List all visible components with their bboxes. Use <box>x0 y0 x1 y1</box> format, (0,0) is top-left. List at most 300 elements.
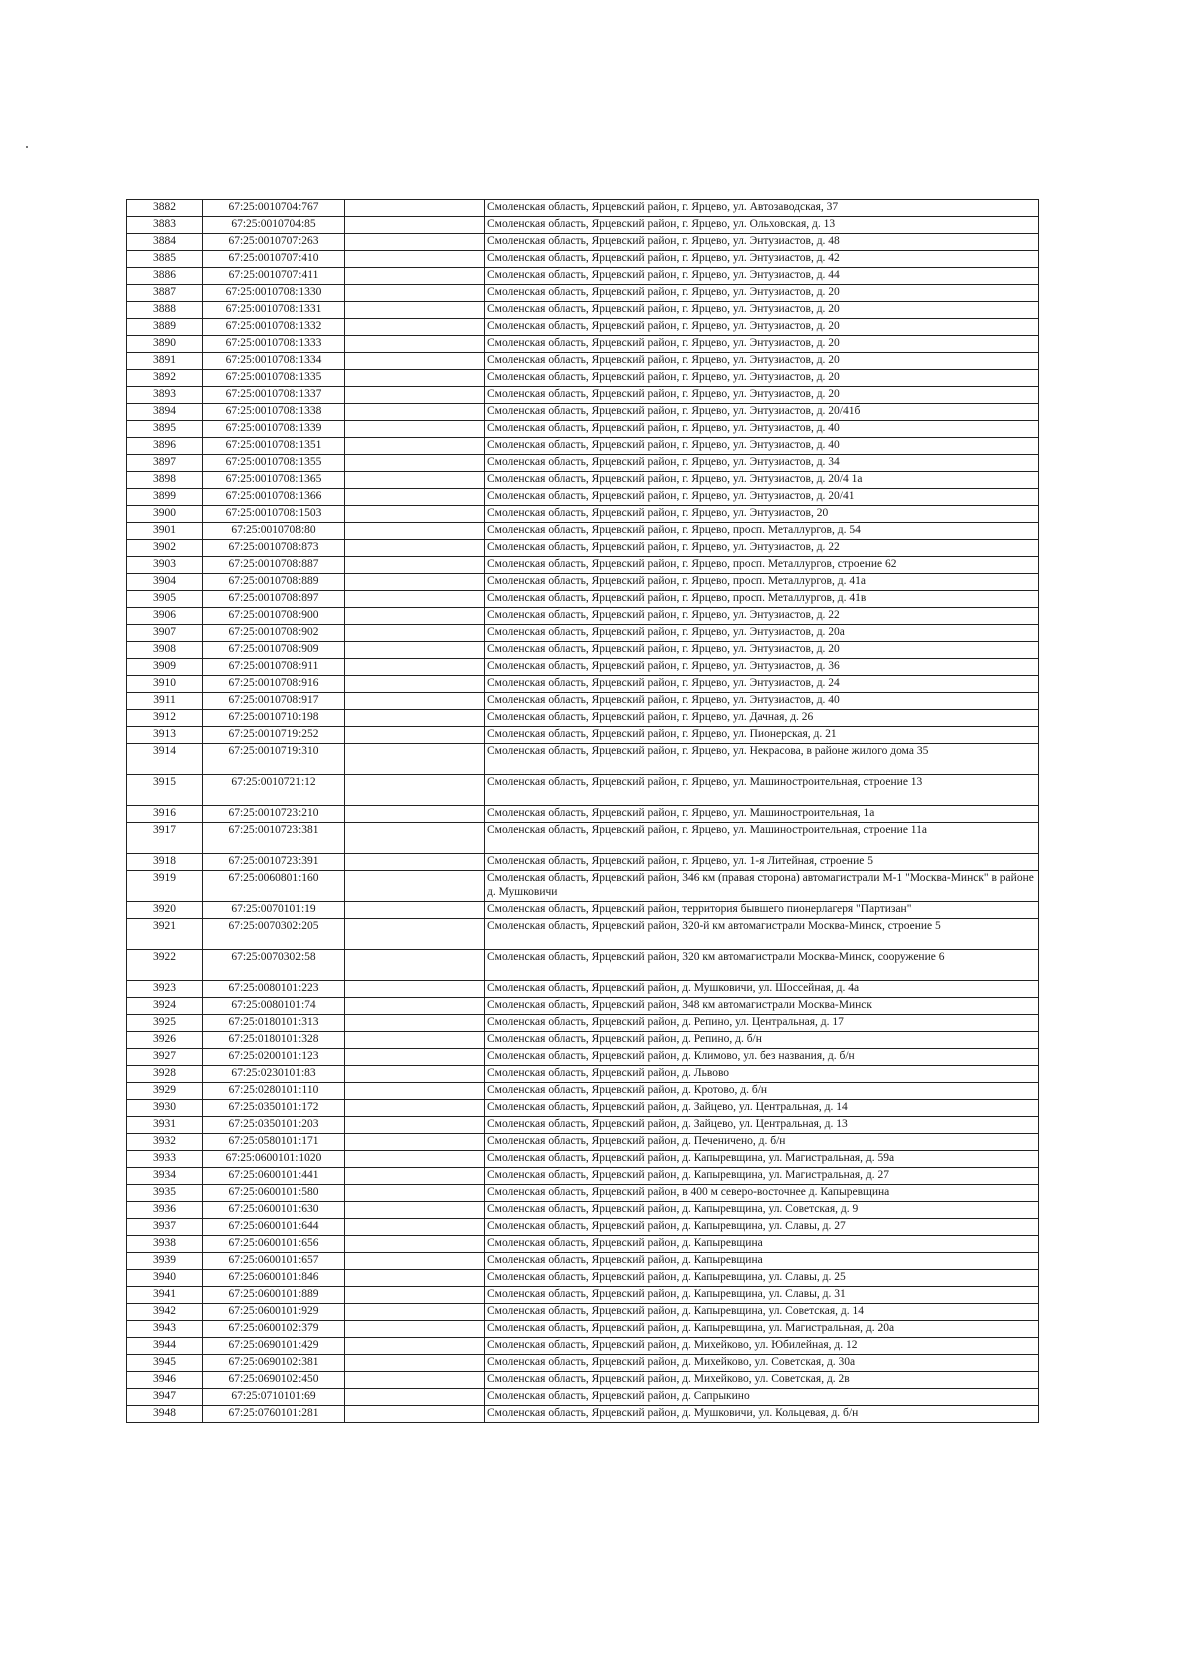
cadastral-number-cell: 67:25:0180101:328 <box>203 1032 345 1049</box>
cadastral-number-cell: 67:25:0600101:580 <box>203 1185 345 1202</box>
address-cell: Смоленская область, Ярцевский район, г. Ярцево, ул. Машиностроительная, 1а <box>485 806 1039 823</box>
table-row <box>127 871 1039 902</box>
empty-cell <box>345 642 485 659</box>
empty-cell <box>345 1117 485 1134</box>
table-row <box>127 1253 1039 1270</box>
address-cell: Смоленская область, Ярцевский район, г. Ярцево, ул. Энтузиастов, д. 20 <box>485 642 1039 659</box>
empty-cell <box>345 1304 485 1321</box>
empty-cell <box>345 1321 485 1338</box>
empty-cell <box>345 1032 485 1049</box>
address-cell: Смоленская область, Ярцевский район, д. Капыревщина, ул. Славы, д. 25 <box>485 1270 1039 1287</box>
row-number-cell: 3941 <box>127 1287 203 1304</box>
row-number-cell: 3914 <box>127 744 203 775</box>
table-row <box>127 1168 1039 1185</box>
address-cell: Смоленская область, Ярцевский район, д. Зайцево, ул. Центральная, д. 13 <box>485 1117 1039 1134</box>
row-number-cell: 3900 <box>127 506 203 523</box>
cadastral-number-cell: 67:25:0600102:379 <box>203 1321 345 1338</box>
empty-cell <box>345 710 485 727</box>
address-cell: Смоленская область, Ярцевский район, д. Капыревщина <box>485 1253 1039 1270</box>
address-cell: Смоленская область, Ярцевский район, д. Капыревщина, ул. Славы, д. 31 <box>485 1287 1039 1304</box>
row-number-cell: 3884 <box>127 234 203 251</box>
empty-cell <box>345 919 485 950</box>
cadastral-number-cell: 67:25:0010708:1334 <box>203 353 345 370</box>
address-cell: Смоленская область, Ярцевский район, г. Ярцево, просп. Металлургов, д. 41а <box>485 574 1039 591</box>
cadastral-number-cell: 67:25:0010723:210 <box>203 806 345 823</box>
table-row <box>127 574 1039 591</box>
empty-cell <box>345 234 485 251</box>
table-row <box>127 775 1039 806</box>
row-number-cell: 3933 <box>127 1151 203 1168</box>
address-cell: Смоленская область, Ярцевский район, г. Ярцево, просп. Металлургов, д. 54 <box>485 523 1039 540</box>
row-number-cell: 3908 <box>127 642 203 659</box>
address-cell: Смоленская область, Ярцевский район, 320 км автомагистрали Москва-Минск, сооружение 6 <box>485 950 1039 981</box>
empty-cell <box>345 438 485 455</box>
table-row <box>127 608 1039 625</box>
row-number-cell: 3919 <box>127 871 203 902</box>
table-row <box>127 823 1039 854</box>
row-number-cell: 3935 <box>127 1185 203 1202</box>
table-row <box>127 387 1039 404</box>
address-cell: Смоленская область, Ярцевский район, д. Репино, д. б/н <box>485 1032 1039 1049</box>
empty-cell <box>345 302 485 319</box>
empty-cell <box>345 1100 485 1117</box>
empty-cell <box>345 659 485 676</box>
address-cell: Смоленская область, Ярцевский район, д. Кротово, д. б/н <box>485 1083 1039 1100</box>
empty-cell <box>345 591 485 608</box>
row-number-cell: 3896 <box>127 438 203 455</box>
empty-cell <box>345 370 485 387</box>
row-number-cell: 3947 <box>127 1389 203 1406</box>
table-row <box>127 200 1039 217</box>
empty-cell <box>345 1270 485 1287</box>
cadastral-number-cell: 67:25:0010708:889 <box>203 574 345 591</box>
cadastral-number-cell: 67:25:0180101:313 <box>203 1015 345 1032</box>
row-number-cell: 3890 <box>127 336 203 353</box>
table-row <box>127 981 1039 998</box>
address-cell: Смоленская область, Ярцевский район, г. Ярцево, ул. Энтузиастов, д. 34 <box>485 455 1039 472</box>
row-number-cell: 3915 <box>127 775 203 806</box>
address-cell: Смоленская область, Ярцевский район, г. Ярцево, ул. Энтузиастов, д. 36 <box>485 659 1039 676</box>
cadastral-number-cell: 67:25:0010708:1338 <box>203 404 345 421</box>
empty-cell <box>345 319 485 336</box>
row-number-cell: 3923 <box>127 981 203 998</box>
cadastral-number-cell: 67:25:0350101:203 <box>203 1117 345 1134</box>
cadastral-number-cell: 67:25:0010708:1366 <box>203 489 345 506</box>
row-number-cell: 3929 <box>127 1083 203 1100</box>
cadastral-number-cell: 67:25:0080101:223 <box>203 981 345 998</box>
row-number-cell: 3892 <box>127 370 203 387</box>
empty-cell <box>345 217 485 234</box>
empty-cell <box>345 268 485 285</box>
table-row <box>127 251 1039 268</box>
row-number-cell: 3932 <box>127 1134 203 1151</box>
row-number-cell: 3893 <box>127 387 203 404</box>
row-number-cell: 3910 <box>127 676 203 693</box>
table-row <box>127 506 1039 523</box>
cadastral-number-cell: 67:25:0600101:657 <box>203 1253 345 1270</box>
address-cell: Смоленская область, Ярцевский район, г. Ярцево, ул. Энтузиастов, д. 40 <box>485 693 1039 710</box>
empty-cell <box>345 950 485 981</box>
address-cell: Смоленская область, Ярцевский район, д. Капыревщина, ул. Магистральная, д. 59а <box>485 1151 1039 1168</box>
cadastral-number-cell: 67:25:0280101:110 <box>203 1083 345 1100</box>
empty-cell <box>345 693 485 710</box>
address-cell: Смоленская область, Ярцевский район, г. Ярцево, ул. Дачная, д. 26 <box>485 710 1039 727</box>
address-cell: Смоленская область, Ярцевский район, д. Михейково, ул. Юбилейная, д. 12 <box>485 1338 1039 1355</box>
table-row <box>127 902 1039 919</box>
cadastral-number-cell: 67:25:0010721:12 <box>203 775 345 806</box>
table-row <box>127 1049 1039 1066</box>
cadastral-number-cell: 67:25:0580101:171 <box>203 1134 345 1151</box>
cadastral-number-cell: 67:25:0230101:83 <box>203 1066 345 1083</box>
table-row <box>127 625 1039 642</box>
address-cell: Смоленская область, Ярцевский район, г. Ярцево, ул. Энтузиастов, д. 42 <box>485 251 1039 268</box>
table-row <box>127 1151 1039 1168</box>
empty-cell <box>345 1049 485 1066</box>
empty-cell <box>345 1338 485 1355</box>
empty-cell <box>345 1406 485 1423</box>
empty-cell <box>345 1168 485 1185</box>
row-number-cell: 3885 <box>127 251 203 268</box>
address-cell: Смоленская область, Ярцевский район, г. Ярцево, ул. Энтузиастов, д. 22 <box>485 608 1039 625</box>
cadastral-number-cell: 67:25:0010708:1355 <box>203 455 345 472</box>
address-cell: Смоленская область, Ярцевский район, д. Капыревщина, ул. Магистральная, д. 20а <box>485 1321 1039 1338</box>
cadastral-number-cell: 67:25:0010723:381 <box>203 823 345 854</box>
table-row <box>127 302 1039 319</box>
address-cell: Смоленская область, Ярцевский район, д. Сапрыкино <box>485 1389 1039 1406</box>
row-number-cell: 3942 <box>127 1304 203 1321</box>
address-cell: Смоленская область, Ярцевский район, г. Ярцево, просп. Металлургов, д. 41в <box>485 591 1039 608</box>
table-row <box>127 557 1039 574</box>
address-cell: Смоленская область, Ярцевский район, 346 км (правая сторона) автомагистрали М-1 "Москва-Минск" в районе д. Мушковичи <box>485 871 1039 902</box>
scan-speck <box>26 146 28 148</box>
table-row <box>127 523 1039 540</box>
address-cell: Смоленская область, Ярцевский район, г. Ярцево, ул. Энтузиастов, д. 20 <box>485 319 1039 336</box>
row-number-cell: 3887 <box>127 285 203 302</box>
row-number-cell: 3926 <box>127 1032 203 1049</box>
row-number-cell: 3931 <box>127 1117 203 1134</box>
table-row <box>127 591 1039 608</box>
table-row <box>127 1338 1039 1355</box>
empty-cell <box>345 353 485 370</box>
table-row <box>127 1219 1039 1236</box>
cadastral-number-cell: 67:25:0010707:263 <box>203 234 345 251</box>
row-number-cell: 3901 <box>127 523 203 540</box>
address-cell: Смоленская область, Ярцевский район, д. Климово, ул. без названия, д. б/н <box>485 1049 1039 1066</box>
table-row <box>127 336 1039 353</box>
address-cell: Смоленская область, Ярцевский район, д. Михейково, ул. Советская, д. 30а <box>485 1355 1039 1372</box>
empty-cell <box>345 557 485 574</box>
cadastral-number-cell: 67:25:0600101:441 <box>203 1168 345 1185</box>
table-row <box>127 642 1039 659</box>
table-row <box>127 727 1039 744</box>
empty-cell <box>345 1253 485 1270</box>
row-number-cell: 3895 <box>127 421 203 438</box>
address-cell: Смоленская область, Ярцевский район, г. Ярцево, ул. Ольховская, д. 13 <box>485 217 1039 234</box>
cadastral-number-cell: 67:25:0010708:916 <box>203 676 345 693</box>
cadastral-number-cell: 67:25:0010707:411 <box>203 268 345 285</box>
cadastral-number-cell: 67:25:0010708:887 <box>203 557 345 574</box>
table-row <box>127 693 1039 710</box>
table-row <box>127 1100 1039 1117</box>
table-row <box>127 1066 1039 1083</box>
row-number-cell: 3925 <box>127 1015 203 1032</box>
row-number-cell: 3938 <box>127 1236 203 1253</box>
address-cell: Смоленская область, Ярцевский район, г. Ярцево, ул. Автозаводская, 37 <box>485 200 1039 217</box>
cadastral-number-cell: 67:25:0010708:1339 <box>203 421 345 438</box>
row-number-cell: 3913 <box>127 727 203 744</box>
row-number-cell: 3924 <box>127 998 203 1015</box>
cadastral-number-cell: 67:25:0010708:1351 <box>203 438 345 455</box>
empty-cell <box>345 625 485 642</box>
row-number-cell: 3882 <box>127 200 203 217</box>
address-cell: Смоленская область, Ярцевский район, г. Ярцево, ул. Энтузиастов, д. 20 <box>485 302 1039 319</box>
empty-cell <box>345 251 485 268</box>
row-number-cell: 3912 <box>127 710 203 727</box>
address-cell: Смоленская область, Ярцевский район, г. Ярцево, ул. Энтузиастов, д. 24 <box>485 676 1039 693</box>
cadastral-number-cell: 67:25:0760101:281 <box>203 1406 345 1423</box>
row-number-cell: 3906 <box>127 608 203 625</box>
table-row <box>127 421 1039 438</box>
row-number-cell: 3905 <box>127 591 203 608</box>
row-number-cell: 3920 <box>127 902 203 919</box>
cadastral-number-cell: 67:25:0010719:310 <box>203 744 345 775</box>
row-number-cell: 3898 <box>127 472 203 489</box>
empty-cell <box>345 1355 485 1372</box>
address-cell: Смоленская область, Ярцевский район, г. Ярцево, ул. Энтузиастов, д. 20 <box>485 387 1039 404</box>
address-cell: Смоленская область, Ярцевский район, г. Ярцево, ул. Энтузиастов, д. 20 <box>485 353 1039 370</box>
empty-cell <box>345 823 485 854</box>
cadastral-number-cell: 67:25:0010708:1333 <box>203 336 345 353</box>
cadastral-number-cell: 67:25:0010707:410 <box>203 251 345 268</box>
cadastral-number-cell: 67:25:0010708:917 <box>203 693 345 710</box>
table-row <box>127 489 1039 506</box>
row-number-cell: 3943 <box>127 1321 203 1338</box>
table-row <box>127 950 1039 981</box>
table-row <box>127 1406 1039 1423</box>
empty-cell <box>345 854 485 871</box>
row-number-cell: 3907 <box>127 625 203 642</box>
cadastral-number-cell: 67:25:0010708:1332 <box>203 319 345 336</box>
row-number-cell: 3936 <box>127 1202 203 1219</box>
address-cell: Смоленская область, Ярцевский район, 348 км автомагистрали Москва-Минск <box>485 998 1039 1015</box>
table-row <box>127 806 1039 823</box>
address-cell: Смоленская область, Ярцевский район, д. Репино, ул. Центральная, д. 17 <box>485 1015 1039 1032</box>
cadastral-number-cell: 67:25:0010708:897 <box>203 591 345 608</box>
table-row <box>127 710 1039 727</box>
empty-cell <box>345 574 485 591</box>
address-cell: Смоленская область, Ярцевский район, г. Ярцево, ул. Энтузиастов, д. 20 <box>485 336 1039 353</box>
address-cell: Смоленская область, Ярцевский район, г. Ярцево, ул. Машиностроительная, строение 11а <box>485 823 1039 854</box>
address-cell: Смоленская область, Ярцевский район, г. Ярцево, ул. Энтузиастов, д. 48 <box>485 234 1039 251</box>
row-number-cell: 3930 <box>127 1100 203 1117</box>
empty-cell <box>345 1134 485 1151</box>
cadastral-number-cell: 67:25:0200101:123 <box>203 1049 345 1066</box>
table-row <box>127 1015 1039 1032</box>
empty-cell <box>345 404 485 421</box>
row-number-cell: 3937 <box>127 1219 203 1236</box>
table-row <box>127 370 1039 387</box>
cadastral-number-cell: 67:25:0010723:391 <box>203 854 345 871</box>
row-number-cell: 3891 <box>127 353 203 370</box>
cadastral-number-cell: 67:25:0690102:450 <box>203 1372 345 1389</box>
table-row <box>127 1134 1039 1151</box>
empty-cell <box>345 1015 485 1032</box>
row-number-cell: 3911 <box>127 693 203 710</box>
cadastral-number-cell: 67:25:0010710:198 <box>203 710 345 727</box>
property-table <box>126 199 1039 1423</box>
address-cell: Смоленская область, Ярцевский район, г. Ярцево, ул. Энтузиастов, д. 20 <box>485 285 1039 302</box>
empty-cell <box>345 387 485 404</box>
cadastral-number-cell: 67:25:0010719:252 <box>203 727 345 744</box>
row-number-cell: 3894 <box>127 404 203 421</box>
table-row <box>127 744 1039 775</box>
empty-cell <box>345 1287 485 1304</box>
empty-cell <box>345 540 485 557</box>
cadastral-number-cell: 67:25:0690101:429 <box>203 1338 345 1355</box>
cadastral-number-cell: 67:25:0710101:69 <box>203 1389 345 1406</box>
table-row <box>127 919 1039 950</box>
row-number-cell: 3939 <box>127 1253 203 1270</box>
table-row <box>127 472 1039 489</box>
empty-cell <box>345 421 485 438</box>
row-number-cell: 3948 <box>127 1406 203 1423</box>
row-number-cell: 3902 <box>127 540 203 557</box>
address-cell: Смоленская область, Ярцевский район, д. Капыревщина, ул. Славы, д. 27 <box>485 1219 1039 1236</box>
empty-cell <box>345 1202 485 1219</box>
empty-cell <box>345 200 485 217</box>
table-row <box>127 285 1039 302</box>
table-row <box>127 1287 1039 1304</box>
address-cell: Смоленская область, Ярцевский район, г. Ярцево, ул. Энтузиастов, д. 20/4 1а <box>485 472 1039 489</box>
address-cell: Смоленская область, Ярцевский район, д. Капыревщина, ул. Магистральная, д. 27 <box>485 1168 1039 1185</box>
row-number-cell: 3899 <box>127 489 203 506</box>
empty-cell <box>345 506 485 523</box>
table-row <box>127 659 1039 676</box>
empty-cell <box>345 1185 485 1202</box>
table-row <box>127 404 1039 421</box>
address-cell: Смоленская область, Ярцевский район, г. Ярцево, ул. Энтузиастов, д. 40 <box>485 438 1039 455</box>
row-number-cell: 3922 <box>127 950 203 981</box>
empty-cell <box>345 1151 485 1168</box>
empty-cell <box>345 676 485 693</box>
empty-cell <box>345 1066 485 1083</box>
table-row <box>127 1372 1039 1389</box>
row-number-cell: 3946 <box>127 1372 203 1389</box>
table-row <box>127 1117 1039 1134</box>
table-row <box>127 676 1039 693</box>
cadastral-number-cell: 67:25:0010708:902 <box>203 625 345 642</box>
row-number-cell: 3889 <box>127 319 203 336</box>
cadastral-number-cell: 67:25:0010708:873 <box>203 540 345 557</box>
empty-cell <box>345 902 485 919</box>
table-row <box>127 854 1039 871</box>
row-number-cell: 3909 <box>127 659 203 676</box>
address-cell: Смоленская область, Ярцевский район, г. Ярцево, ул. Машиностроительная, строение 13 <box>485 775 1039 806</box>
empty-cell <box>345 336 485 353</box>
cadastral-number-cell: 67:25:0010708:1365 <box>203 472 345 489</box>
cadastral-number-cell: 67:25:0600101:1020 <box>203 1151 345 1168</box>
empty-cell <box>345 744 485 775</box>
address-cell: Смоленская область, Ярцевский район, д. Мушковичи, ул. Шоссейная, д. 4а <box>485 981 1039 998</box>
cadastral-number-cell: 67:25:0600101:889 <box>203 1287 345 1304</box>
table-row <box>127 1083 1039 1100</box>
cadastral-number-cell: 67:25:0600101:644 <box>203 1219 345 1236</box>
row-number-cell: 3897 <box>127 455 203 472</box>
address-cell: Смоленская область, Ярцевский район, д. Зайцево, ул. Центральная, д. 14 <box>485 1100 1039 1117</box>
row-number-cell: 3945 <box>127 1355 203 1372</box>
cadastral-number-cell: 67:25:0010708:909 <box>203 642 345 659</box>
address-cell: Смоленская область, Ярцевский район, территория бывшего пионерлагеря "Партизан" <box>485 902 1039 919</box>
table-row <box>127 217 1039 234</box>
cadastral-number-cell: 67:25:0080101:74 <box>203 998 345 1015</box>
table-row <box>127 455 1039 472</box>
cadastral-number-cell: 67:25:0690102:381 <box>203 1355 345 1372</box>
empty-cell <box>345 775 485 806</box>
address-cell: Смоленская область, Ярцевский район, д. Михейково, ул. Советская, д. 2в <box>485 1372 1039 1389</box>
address-cell: Смоленская область, Ярцевский район, 320-й км автомагистрали Москва-Минск, строение 5 <box>485 919 1039 950</box>
cadastral-number-cell: 67:25:0010704:85 <box>203 217 345 234</box>
table-row <box>127 540 1039 557</box>
empty-cell <box>345 472 485 489</box>
row-number-cell: 3888 <box>127 302 203 319</box>
cadastral-number-cell: 67:25:0010708:1331 <box>203 302 345 319</box>
row-number-cell: 3940 <box>127 1270 203 1287</box>
empty-cell <box>345 285 485 302</box>
address-cell: Смоленская область, Ярцевский район, в 400 м северо-восточнее д. Капыревщина <box>485 1185 1039 1202</box>
address-cell: Смоленская область, Ярцевский район, г. Ярцево, ул. Пионерская, д. 21 <box>485 727 1039 744</box>
row-number-cell: 3918 <box>127 854 203 871</box>
row-number-cell: 3917 <box>127 823 203 854</box>
table-row <box>127 319 1039 336</box>
cadastral-number-cell: 67:25:0060801:160 <box>203 871 345 902</box>
cadastral-number-cell: 67:25:0070302:205 <box>203 919 345 950</box>
table-row <box>127 1304 1039 1321</box>
table-row <box>127 1202 1039 1219</box>
row-number-cell: 3883 <box>127 217 203 234</box>
address-cell: Смоленская область, Ярцевский район, д. Львово <box>485 1066 1039 1083</box>
cadastral-number-cell: 67:25:0010708:1503 <box>203 506 345 523</box>
empty-cell <box>345 981 485 998</box>
address-cell: Смоленская область, Ярцевский район, г. Ярцево, ул. Энтузиастов, д. 20 <box>485 370 1039 387</box>
empty-cell <box>345 727 485 744</box>
table-row <box>127 353 1039 370</box>
empty-cell <box>345 871 485 902</box>
empty-cell <box>345 455 485 472</box>
empty-cell <box>345 523 485 540</box>
cadastral-number-cell: 67:25:0010708:1337 <box>203 387 345 404</box>
cadastral-number-cell: 67:25:0010708:80 <box>203 523 345 540</box>
cadastral-number-cell: 67:25:0600101:846 <box>203 1270 345 1287</box>
row-number-cell: 3904 <box>127 574 203 591</box>
table-row <box>127 1270 1039 1287</box>
cadastral-number-cell: 67:25:0070101:19 <box>203 902 345 919</box>
address-cell: Смоленская область, Ярцевский район, д. Печеничено, д. б/н <box>485 1134 1039 1151</box>
row-number-cell: 3927 <box>127 1049 203 1066</box>
address-cell: Смоленская область, Ярцевский район, г. Ярцево, ул. Энтузиастов, д. 20а <box>485 625 1039 642</box>
cadastral-number-cell: 67:25:0070302:58 <box>203 950 345 981</box>
row-number-cell: 3903 <box>127 557 203 574</box>
cadastral-number-cell: 67:25:0010708:1330 <box>203 285 345 302</box>
address-cell: Смоленская область, Ярцевский район, д. Капыревщина, ул. Советская, д. 9 <box>485 1202 1039 1219</box>
row-number-cell: 3944 <box>127 1338 203 1355</box>
address-cell: Смоленская область, Ярцевский район, г. Ярцево, ул. Некрасова, в районе жилого дома 35 <box>485 744 1039 775</box>
address-cell: Смоленская область, Ярцевский район, д. Капыревщина <box>485 1236 1039 1253</box>
cadastral-number-cell: 67:25:0600101:929 <box>203 1304 345 1321</box>
empty-cell <box>345 1219 485 1236</box>
address-cell: Смоленская область, Ярцевский район, г. Ярцево, ул. Энтузиастов, д. 20/41 <box>485 489 1039 506</box>
empty-cell <box>345 1372 485 1389</box>
cadastral-number-cell: 67:25:0350101:172 <box>203 1100 345 1117</box>
